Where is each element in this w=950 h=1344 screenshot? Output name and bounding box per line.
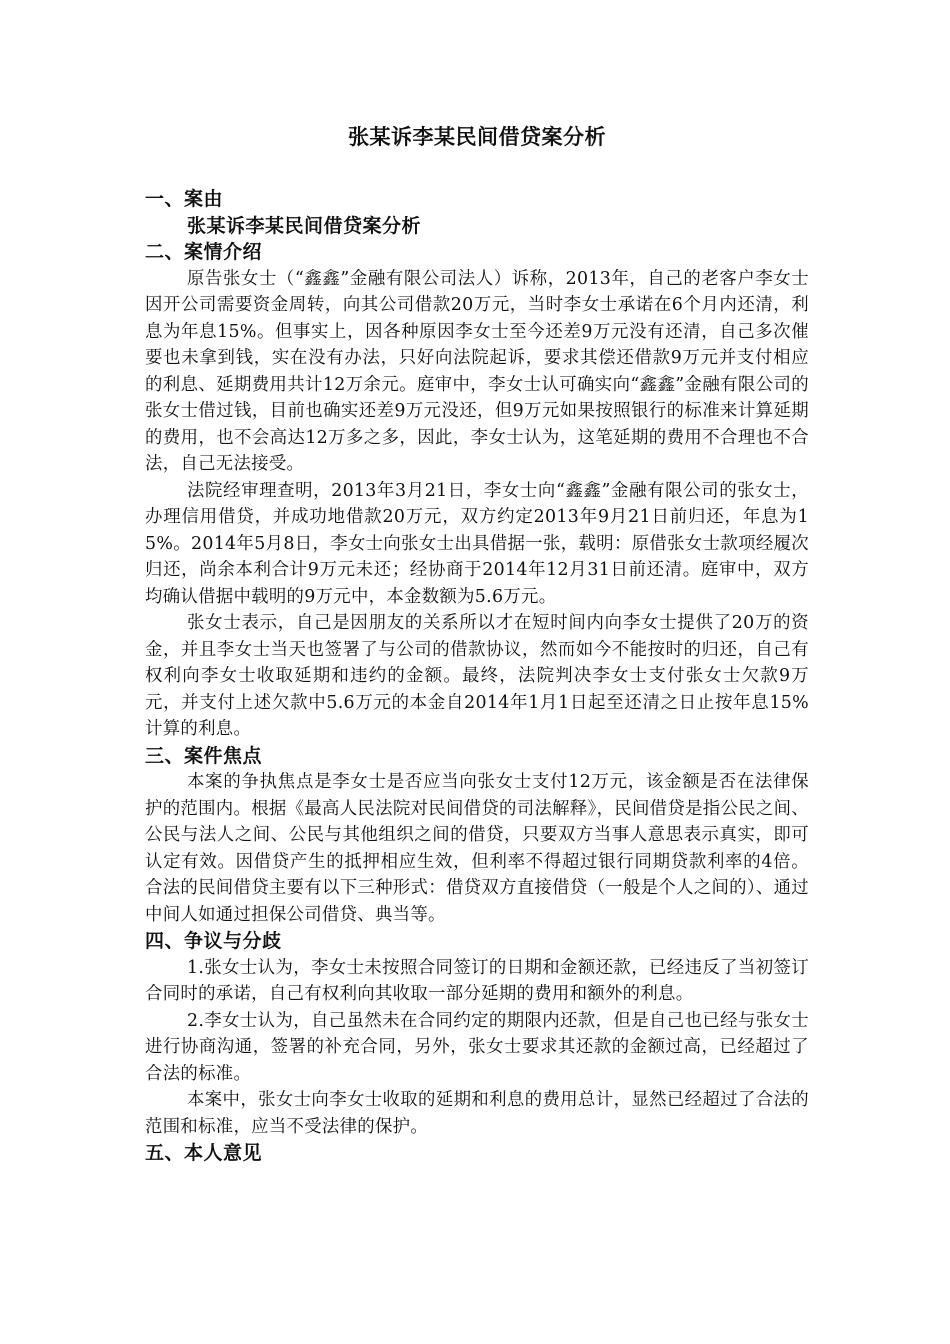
document-page — [145, 122, 809, 1167]
section-case-introduction — [145, 239, 809, 743]
section-disputes — [145, 928, 809, 1140]
case-focus-paragraph: 本案的争执焦点是李女士是否应当向张女士支付12万元，该金额是否在法律保护的范围内。根据《最高人民法院对民间借贷的司法解释》，民间借贷是指公民之间、公民与法人之间、公民与其他组织之间的借贷，只要双方当事人意思表示真实，即可认定有效。因借贷产生的抵押相应生效，但利率不得超过银行同期贷款利率的4倍。合法的民间借贷主要有以下三种形式：借贷双方直接借贷（一般是个人之间的）、通过中间人如通过担保公司借贷、典当等。 — [145, 772, 809, 925]
section-personal-opinion — [145, 1140, 809, 1167]
case-cause-text: 张某诉李某民间借贷案分析 — [187, 214, 422, 237]
disputes-paragraph-1: 1.张女士认为，李女士未按照合同签订的日期和金额还款，已经违反了当初签订合同时的承诺，自己有权利向其收取一部分延期的费用和额外的利息。 — [145, 957, 809, 1004]
section-heading-disputes: 四、争议与分歧 — [145, 930, 282, 952]
section-heading-case-introduction: 二、案情介绍 — [145, 241, 263, 263]
section-case-focus — [145, 743, 809, 929]
case-introduction-paragraph-3: 张女士表示，自己是因朋友的关系所以才在短时间内向李女士提供了20万的资金，并且李女士当天也签署了与公司的借款协议，然而如今不能按时的归还，自己有权利向李女士收取延期和违约的金额。最终，法院判决李女士支付张女士欠款9万元，并支付上述欠款中5.6万元的本金自2014年1月1日起至还清之日止按年息15%计算的利息。 — [145, 613, 809, 739]
case-introduction-paragraph-2: 法院经审理查明，2013年3月21日，李女士向“鑫鑫”金融有限公司的张女士，办理信用借贷，并成功地借款20万元，双方约定2013年9月21日前归还，年息为15%。2014年5月8日，李女士向张女士出具借据一张，载明：原借张女士款项经履次归还，尚余本利合计9万元未还；经协商于2014年12月31日前还清。庭审中，双方均确认借据中载明的9万元中，本金数额为5.6万元。 — [145, 480, 809, 607]
section-case-cause — [145, 186, 809, 239]
section-heading-case-cause: 一、案由 — [145, 188, 224, 210]
disputes-paragraph-3: 本案中，张女士向李女士收取的延期和利息的费用总计，显然已经超过了合法的范围和标准，应当不受法律的保护。 — [145, 1090, 809, 1137]
document-title: 张某诉李某民间借贷案分析 — [348, 125, 606, 149]
disputes-paragraph-2: 2.李女士认为，自己虽然未在合同约定的期限内还款，但是自己也已经与张女士进行协商沟通，签署的补充合同，另外，张女士要求其还款的金额过高，已经超过了合法的标准。 — [145, 1010, 809, 1084]
section-heading-case-focus: 三、案件焦点 — [145, 744, 263, 767]
case-introduction-paragraph-1: 原告张女士（“鑫鑫”金融有限公司法人）诉称，2013年，自己的老客户李女士因开公司需要资金周转，向其公司借款20万元，当时李女士承诺在6个月内还清，利息为年息15%。但事实上，因各种原因李女士至今还差9万元没有还清，自己多次催要也未拿到钱，实在没有办法，只好向法院起诉，要求其偿还借款9万元并支付相应的利息、延期费用共计12万余元。庭审中，李女士认可确实向“鑫鑫”金融有限公司的张女士借过钱，目前也确实还差9万元没还，但9万元如果按照银行的标准来计算延期的费用，也不会高达12万多之多，因此，李女士认为，这笔延期的费用不合理也不合法，自己无法接受。 — [145, 268, 809, 474]
section-heading-personal-opinion: 五、本人意见 — [145, 1142, 263, 1164]
